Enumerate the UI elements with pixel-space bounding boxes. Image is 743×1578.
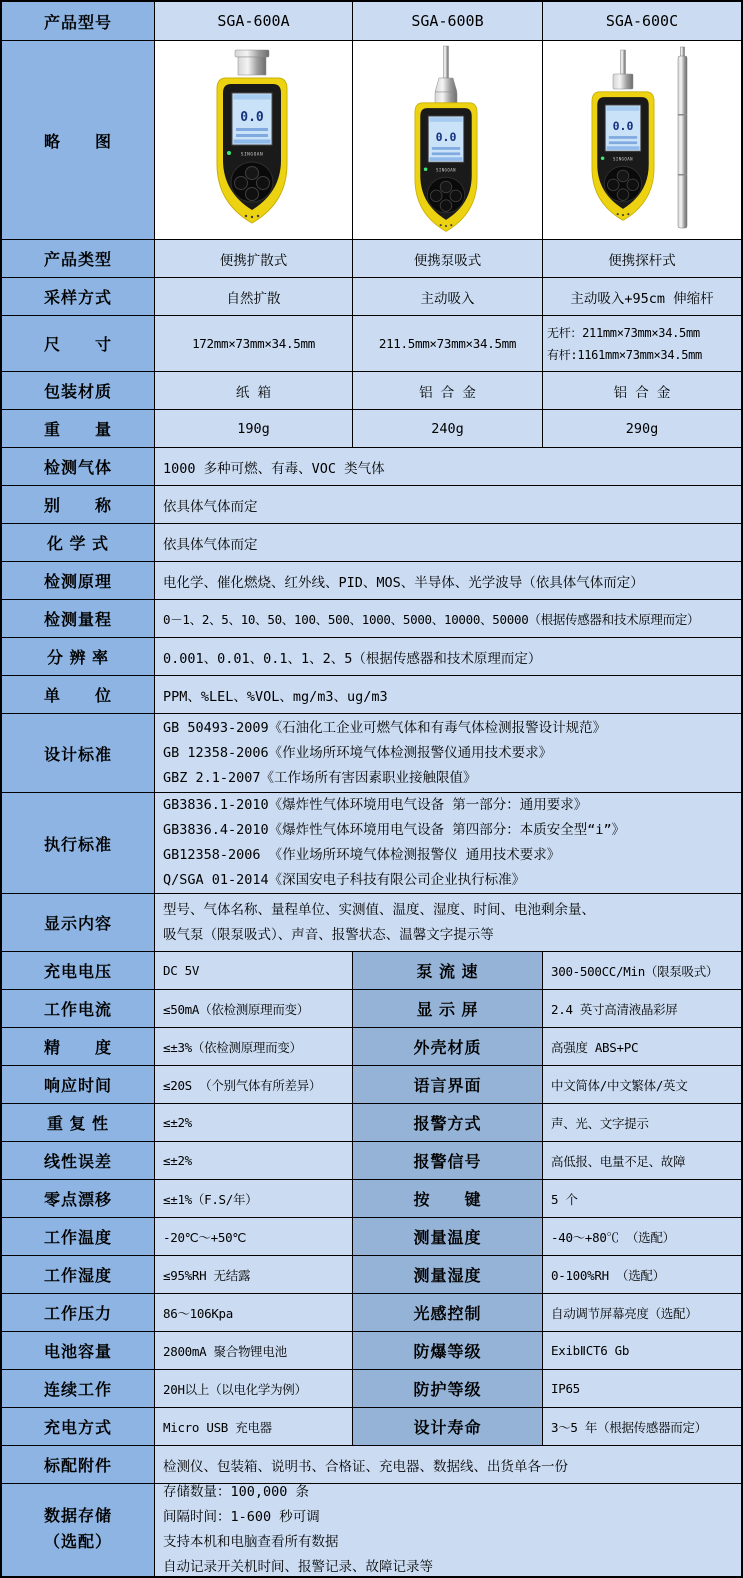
device-image-sga-600c (567, 44, 717, 236)
response-time-value: ≤20S （个别气体有所差异） (155, 1066, 353, 1103)
row-detection-principle (2, 562, 741, 600)
model-a: SGA-600A (155, 2, 353, 40)
row-accuracy-housing-material (2, 1028, 741, 1066)
sampling-b: 主动吸入 (353, 278, 543, 315)
sketch-cell-a (155, 41, 353, 239)
row-continuous-operation-protection-rating (2, 1370, 741, 1408)
label-continuous-operation: 连续工作 (2, 1370, 155, 1407)
probe-collar (613, 74, 633, 89)
product-type-b: 便携泵吸式 (353, 240, 543, 277)
measuring-humidity-value: 0-100%RH （选配） (543, 1256, 741, 1293)
dimensions-c-with-rod: 有杆:1161mm×73mm×34.5mm (547, 347, 702, 362)
label-display-screen: 显 示 屏 (353, 990, 543, 1027)
label-zero-drift: 零点漂移 (2, 1180, 155, 1217)
sampling-a: 自然扩散 (155, 278, 353, 315)
sensor-cap-rim (235, 50, 269, 57)
label-charging-voltage: 充电电压 (2, 952, 155, 989)
chemical-formula-value: 依具体气体而定 (155, 524, 741, 561)
protection-rating-value: IP65 (543, 1370, 741, 1407)
battery-capacity-value: 2800mA 聚合物锂电池 (155, 1332, 353, 1369)
detection-principle-value: 电化学、催化燃烧、红外线、PID、MOS、半导体、光学波导（依具体气体而定） (155, 562, 741, 599)
executive-standard-line: Q/SGA 01-2014《深国安电子科技有限公司企业执行标准》 (163, 872, 526, 888)
charging-voltage-value: DC 5V (155, 952, 353, 989)
housing-material-value: 高强度 ABS+PC (543, 1028, 741, 1065)
row-display-content (2, 894, 741, 952)
row-executive-standards (2, 793, 741, 894)
packaging-b: 铝 合 金 (353, 372, 543, 409)
label-data-storage (2, 1484, 155, 1576)
rod-segment-line (678, 114, 687, 116)
label-light-sensing-control: 光感控制 (353, 1294, 543, 1331)
row-linearity-error-alarm-signal (2, 1142, 741, 1180)
label-language-interface: 语言界面 (353, 1066, 543, 1103)
data-storage-value (155, 1484, 741, 1576)
row-working-humidity-measuring-humidity (2, 1256, 741, 1294)
label-protection-rating: 防护等级 (353, 1370, 543, 1407)
row-detected-gases (2, 448, 741, 486)
label-weight: 重 量 (2, 410, 155, 447)
executive-standard-line: GB3836.4-2010《爆炸性气体环境用电气设备 第四部分：本质安全型“i”》 (163, 822, 626, 838)
row-detection-range (2, 600, 741, 638)
row-dimensions (2, 316, 741, 372)
accuracy-value: ≤±3%（依检测原理而变） (155, 1028, 353, 1065)
linearity-error-value: ≤±2% (155, 1142, 353, 1179)
label-executive-standards: 执行标准 (2, 793, 155, 893)
weight-c: 290g (543, 410, 741, 447)
sketch-cell-c (543, 41, 741, 239)
label-packaging-material: 包装材质 (2, 372, 155, 409)
model-b: SGA-600B (353, 2, 543, 40)
row-repeatability-alarm-mode (2, 1104, 741, 1142)
executive-standard-line: GB3836.1-2010《爆炸性气体环境用电气设备 第一部分：通用要求》 (163, 797, 588, 813)
label-repeatability: 重 复 性 (2, 1104, 155, 1141)
repeatability-value: ≤±2% (155, 1104, 353, 1141)
design-life-value: 3～5 年（根据传感器而定） (543, 1408, 741, 1445)
design-standards-value (155, 714, 741, 792)
label-linearity-error: 线性误差 (2, 1142, 155, 1179)
pump-probe (443, 46, 448, 78)
language-interface-value: 中文简体/中文繁体/英文 (543, 1066, 741, 1103)
label-chemical-formula: 化 学 式 (2, 524, 155, 561)
row-zero-drift-buttons (2, 1180, 741, 1218)
display-content-line: 吸气泵（限泵吸式）、声音、报警状态、温馨文字提示等 (163, 926, 494, 943)
row-alias (2, 486, 741, 524)
label-display-content: 显示内容 (2, 894, 155, 951)
working-current-value: ≤50mA（依检测原理而变） (155, 990, 353, 1027)
label-product-model: 产品型号 (2, 2, 155, 40)
executive-standard-line: GB12358-2006 《作业场所环境气体检测报警仪 通用技术要求》 (163, 847, 561, 863)
model-c: SGA-600C (543, 2, 741, 40)
label-standard-accessories: 标配附件 (2, 1446, 155, 1483)
label-battery-capacity: 电池容量 (2, 1332, 155, 1369)
label-sketch: 略 图 (2, 41, 155, 239)
measuring-temperature-value: -40～+80℃ （选配） (543, 1218, 741, 1255)
design-standard-line: GBZ 2.1-2007《工作场所有害因素职业接触限值》 (163, 769, 477, 786)
design-standard-line: GB 12358-2006《作业场所环境气体检测报警仪通用技术要求》 (163, 744, 553, 761)
weight-b: 240g (353, 410, 543, 447)
row-working-pressure-light-control (2, 1294, 741, 1332)
alias-value: 依具体气体而定 (155, 486, 741, 523)
label-dimensions: 尺 寸 (2, 316, 155, 371)
display-screen-value: 2.4 英寸高清液晶彩屏 (543, 990, 741, 1027)
sensor-head (238, 57, 266, 75)
label-buttons: 按 键 (353, 1180, 543, 1217)
row-weight (2, 410, 741, 448)
row-design-standards (2, 714, 741, 793)
continuous-operation-value: 20H以上（以电化学为例） (155, 1370, 353, 1407)
light-sensing-control-value: 自动调节屏幕亮度（选配） (543, 1294, 741, 1331)
row-battery-capacity-explosion-proof (2, 1332, 741, 1370)
label-working-temperature: 工作温度 (2, 1218, 155, 1255)
label-detection-range: 检测量程 (2, 600, 155, 637)
label-detected-gases: 检测气体 (2, 448, 155, 485)
detection-range-value: 0－1、2、5、10、50、100、500、1000、5000、10000、50000（根据传感器和技术原理而定） (155, 600, 741, 637)
label-design-standards: 设计标准 (2, 714, 155, 792)
row-chemical-formula (2, 524, 741, 562)
label-response-time: 响应时间 (2, 1066, 155, 1103)
rod-segment-line (678, 174, 687, 176)
row-response-time-language (2, 1066, 741, 1104)
alarm-mode-value: 声、光、文字提示 (543, 1104, 741, 1141)
sketch-cell-b (353, 41, 543, 239)
telescopic-rod-tip (681, 47, 685, 57)
label-working-pressure: 工作压力 (2, 1294, 155, 1331)
label-explosion-proof-rating: 防爆等级 (353, 1332, 543, 1369)
row-product-model (2, 2, 741, 41)
dimensions-c (543, 316, 741, 371)
sampling-c: 主动吸入+95cm 伸缩杆 (543, 278, 741, 315)
working-humidity-value: ≤95%RH 无结露 (155, 1256, 353, 1293)
data-storage-line: 自动记录开关机时间、报警记录、故障记录等 (163, 1559, 433, 1575)
working-temperature-value: -20℃～+50℃ (155, 1218, 353, 1255)
charging-method-value: Micro USB 充电器 (155, 1408, 353, 1445)
label-data-storage-line1: 数据存储 (43, 1508, 112, 1525)
buttons-value: 5 个 (543, 1180, 741, 1217)
working-pressure-value: 86～106Kpa (155, 1294, 353, 1331)
explosion-proof-rating-value: ExibⅡCT6 Gb (543, 1332, 741, 1369)
pump-flow-rate-value: 300-500CC/Min（限泵吸式） (543, 952, 741, 989)
row-packaging-material (2, 372, 741, 410)
label-working-current: 工作电流 (2, 990, 155, 1027)
row-sketch (2, 41, 741, 240)
label-resolution: 分 辨 率 (2, 638, 155, 675)
label-measuring-humidity: 测量湿度 (353, 1256, 543, 1293)
dimensions-a: 172mm×73mm×34.5mm (155, 316, 353, 371)
row-working-current-display-screen (2, 990, 741, 1028)
data-storage-line: 间隔时间：1-600 秒可调 (163, 1509, 320, 1525)
label-alarm-mode: 报警方式 (353, 1104, 543, 1141)
probe-cone (435, 78, 457, 92)
row-charging-method-design-life (2, 1408, 741, 1446)
label-alarm-signal: 报警信号 (353, 1142, 543, 1179)
label-housing-material: 外壳材质 (353, 1028, 543, 1065)
product-type-a: 便携扩散式 (155, 240, 353, 277)
display-content-value (155, 894, 741, 951)
label-measuring-temperature: 测量温度 (353, 1218, 543, 1255)
row-working-temperature-measuring-temperature (2, 1218, 741, 1256)
label-charging-method: 充电方式 (2, 1408, 155, 1445)
device-image-sga-600b (373, 44, 523, 236)
label-working-humidity: 工作湿度 (2, 1256, 155, 1293)
data-storage-line: 支持本机和电脑查看所有数据 (163, 1534, 339, 1550)
label-sampling-method: 采样方式 (2, 278, 155, 315)
row-units (2, 676, 741, 714)
label-alias: 别 称 (2, 486, 155, 523)
alarm-signal-value: 高低报、电量不足、故障 (543, 1142, 741, 1179)
label-accuracy: 精 度 (2, 1028, 155, 1065)
label-pump-flow-rate: 泵 流 速 (353, 952, 543, 989)
row-resolution (2, 638, 741, 676)
detected-gases-value: 1000 多种可燃、有毒、VOC 类气体 (155, 448, 741, 485)
zero-drift-value: ≤±1%（F.S/年） (155, 1180, 353, 1217)
label-design-life: 设计寿命 (353, 1408, 543, 1445)
packaging-c: 铝 合 金 (543, 372, 741, 409)
design-standard-line: GB 50493-2009《石油化工企业可燃气体和有毒气体检测报警设计规范》 (163, 719, 607, 736)
row-standard-accessories (2, 1446, 741, 1484)
label-product-type: 产品类型 (2, 240, 155, 277)
standard-accessories-value: 检测仪、包装箱、说明书、合格证、充电器、数据线、出货单各一份 (155, 1446, 741, 1483)
display-content-line: 型号、气体名称、量程单位、实测值、温度、湿度、时间、电池剩余量、 (163, 901, 595, 918)
dimensions-b: 211.5mm×73mm×34.5mm (353, 316, 543, 371)
product-type-c: 便携探杆式 (543, 240, 741, 277)
pump-probe (621, 50, 626, 74)
data-storage-line: 存储数量：100,000 条 (163, 1484, 310, 1500)
resolution-value: 0.001、0.01、0.1、1、2、5（根据传感器和技术原理而定） (155, 638, 741, 675)
row-charging-voltage-pump-flow (2, 952, 741, 990)
device-image-sga-600a (179, 44, 329, 236)
packaging-a: 纸 箱 (155, 372, 353, 409)
telescopic-rod (678, 56, 687, 228)
row-product-type (2, 240, 741, 278)
dimensions-c-without-rod: 无杆：211mm×73mm×34.5mm (547, 325, 700, 340)
row-data-storage (2, 1484, 741, 1576)
units-value: PPM、%LEL、%VOL、mg/m3、ug/m3 (155, 676, 741, 713)
label-detection-principle: 检测原理 (2, 562, 155, 599)
row-sampling-method (2, 278, 741, 316)
label-data-storage-line2: （选配） (43, 1534, 112, 1551)
executive-standards-value (155, 793, 741, 893)
label-units: 单 位 (2, 676, 155, 713)
weight-a: 190g (155, 410, 353, 447)
